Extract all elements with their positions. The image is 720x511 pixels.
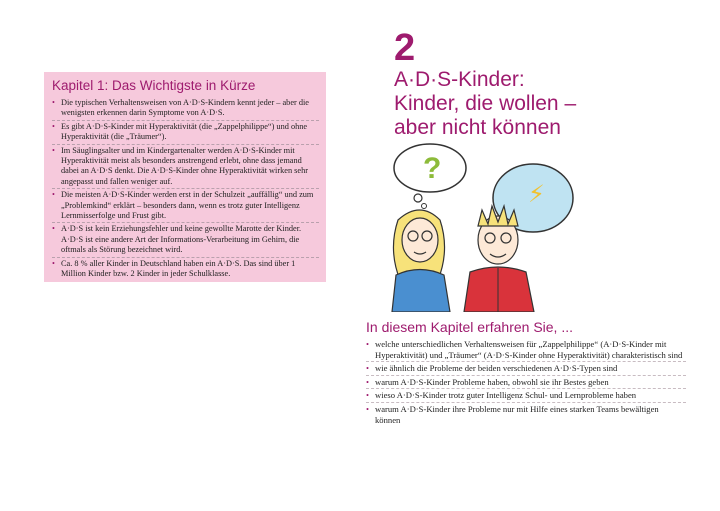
- summary-list: [52, 98, 319, 281]
- summary-box: [44, 72, 326, 282]
- learn-list: [366, 339, 686, 427]
- chapter-title-line: Kinder, die wollen –: [394, 92, 577, 115]
- summary-item: • Es gibt A·D·S-Kinder mit Hyperaktivität (die „Zappelphilippe“) und ohne Hyperaktivität (die „Träumer“).: [52, 122, 319, 145]
- summary-item: • Die typischen Verhaltensweisen von A·D·S-Kindern kennt jeder – aber die wenigsten erkennen darin Symptome von A·D·S.: [52, 98, 319, 121]
- summary-item: • Ca. 8 % aller Kinder in Deutschland haben ein A·D·S. Das sind über 1 Million Kinder bzw. 2 Kinder in jeder Schulklasse.: [52, 259, 319, 281]
- chapter-title: [394, 68, 694, 140]
- chapter-title-line: aber nicht können: [394, 116, 561, 139]
- chapter-number: 2: [394, 27, 416, 69]
- learn-item: • warum A·D·S-Kinder Probleme haben, obwohl sie ihr Bestes geben: [366, 377, 686, 390]
- learn-item: • warum A·D·S-Kinder ihre Probleme nur mit Hilfe eines starken Teams bewältigen können: [366, 404, 686, 426]
- lightning-icon: ⚡: [528, 180, 545, 208]
- learn-item: • wie ähnlich die Probleme der beiden verschiedenen A·D·S-Typen sind: [366, 363, 686, 376]
- learn-item: • welche unterschiedlichen Verhaltensweisen für „Zappelphilippe“ (A·D·S-Kinder mit Hyperaktivität) und „Träumer“ (A·D·S-Kinder ohne Hyperaktivität) charakteristisch sind: [366, 339, 686, 362]
- summary-item: • Die meisten A·D·S-Kinder werden erst in der Schulzeit „auffällig“ und zum „Problemkind“ erklärt – besonders dann, wenn es trotz guter Intelligenz Lernmisserfolge und Frust gibt.: [52, 190, 319, 223]
- learn-heading: In diesem Kapitel erfahren Sie, ...: [366, 319, 573, 335]
- summary-item: • A·D·S ist kein Erziehungsfehler und keine gewollte Marotte der Kinder. A·D·S ist eine andere Art der Informations-Verarbeitung im Gehirn, die oftmals als Störung bezeichnet wird.: [52, 224, 319, 257]
- question-mark-icon: ?: [423, 152, 442, 185]
- chapter-title-line: A·D·S-Kinder:: [394, 68, 525, 91]
- summary-item: • Im Säuglingsalter und im Kindergartenalter werden A·D·S-Kinder mit Hyperaktivität meist als besonders anstrengend erlebt, ohne dass jemand dabei an A·D·S denkt. Die A·D·S-Kinder ohne Hyperaktivität wirken sehr angepasst und fallen weniger auf.: [52, 146, 319, 190]
- cartoon-icon: [378, 140, 580, 312]
- learn-item: • wieso A·D·S-Kinder trotz guter Intelligenz Schul- und Lernprobleme haben: [366, 390, 686, 403]
- children-illustration: [378, 140, 580, 312]
- summary-title: Kapitel 1: Das Wichtigste in Kürze: [52, 78, 256, 93]
